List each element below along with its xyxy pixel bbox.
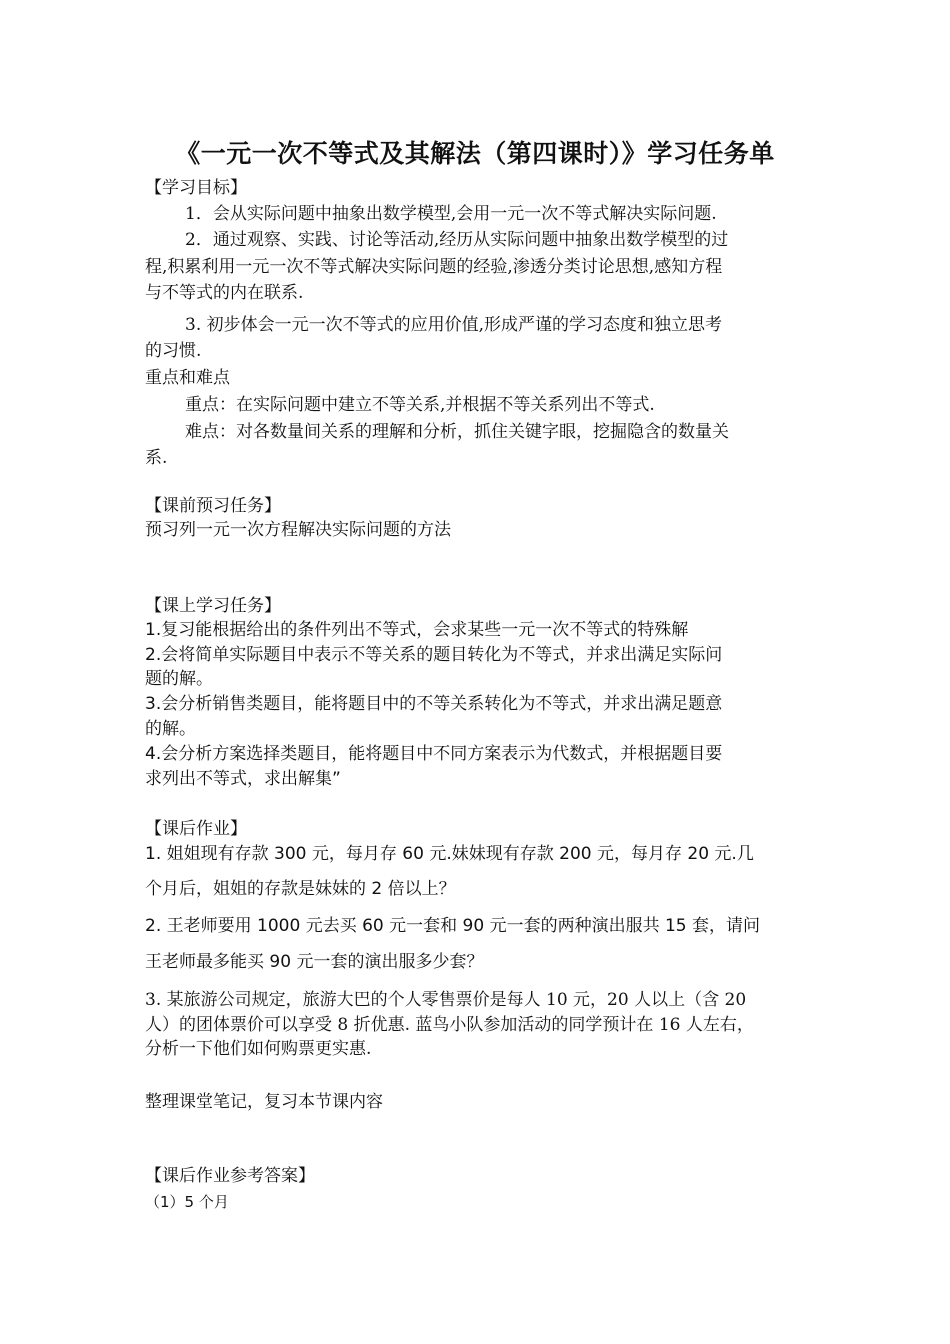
answers-heading: 【课后作业参考答案】 [145,1166,315,1186]
homework-line: 王老师最多能买 90 元一套的演出服多少套？ [145,952,484,972]
objective-line: 程,积累利用一元一次不等式解决实际问题的经验,渗透分类讨论思想,感知方程 [145,257,723,277]
homework-line: 分析一下他们如何购票更实惠. [145,1039,372,1059]
preview-line: 预习列一元一次方程解决实际问题的方法 [145,520,451,540]
class-task-line: 4.会分析方案选择类题目，能将题目中不同方案表示为代数式，并根据题目要 [145,744,723,764]
objective-line: 3. 初步体会一元一次不等式的应用价值,形成严谨的学习态度和独立思考 [185,315,723,335]
homework-line: 3. 某旅游公司规定，旅游大巴的个人零售票价是每人 10 元，20 人以上（含 20 [145,990,747,1010]
homework-line: 2. 王老师要用 1000 元去买 60 元一套和 90 元一套的两种演出服共 15 套，请问 [145,916,761,936]
class-task-line: 题的解。 [145,669,213,689]
objectives-heading: 【学习目标】 [145,178,247,198]
homework-line: 个月后，姐姐的存款是妹妹的 2 倍以上？ [145,879,456,899]
key-point-line: 难点：对各数量间关系的理解和分析，抓住关键字眼，挖掘隐含的数量关 [185,422,729,442]
class-task-line: 1.复习能根据给出的条件列出不等式，会求某些一元一次不等式的特殊解 [145,620,689,640]
homework-note: 整理课堂笔记，复习本节课内容 [145,1092,383,1112]
class-tasks-heading: 【课上学习任务】 [145,596,281,616]
class-task-line: 3.会分析销售类题目，能将题目中的不等关系转化为不等式，并求出满足题意 [145,694,723,714]
class-task-line: 2.会将简单实际题目中表示不等关系的题目转化为不等式，并求出满足实际问 [145,645,723,665]
class-task-line: 求列出不等式，求出解集” [145,769,341,789]
key-points-heading: 重点和难点 [145,368,230,388]
key-point-line: 系. [145,448,168,468]
preview-heading: 【课前预习任务】 [145,496,281,516]
objective-line: 与不等式的内在联系. [145,283,304,303]
objective-line: 2．通过观察、实践、讨论等活动,经历从实际问题中抽象出数学模型的过 [185,230,729,250]
key-point-line: 重点：在实际问题中建立不等关系,并根据不等关系列出不等式. [185,395,655,415]
class-task-line: 的解。 [145,719,196,739]
homework-line: 人）的团体票价可以享受 8 折优惠. 蓝鸟小队参加活动的同学预计在 16 人左右， [145,1015,754,1035]
objective-line: 1．会从实际问题中抽象出数学模型,会用一元一次不等式解决实际问题. [185,204,717,224]
homework-heading: 【课后作业】 [145,819,247,839]
objective-line: 的习惯. [145,341,202,361]
answer-line: （1）5 个月 [145,1193,229,1211]
homework-line: 1. 姐姐现有存款 300 元，每月存 60 元.妹妹现有存款 200 元，每月存 20 元.几 [145,844,754,864]
document-title: 《一元一次不等式及其解法（第四课时）》学习任务单 [175,139,775,168]
